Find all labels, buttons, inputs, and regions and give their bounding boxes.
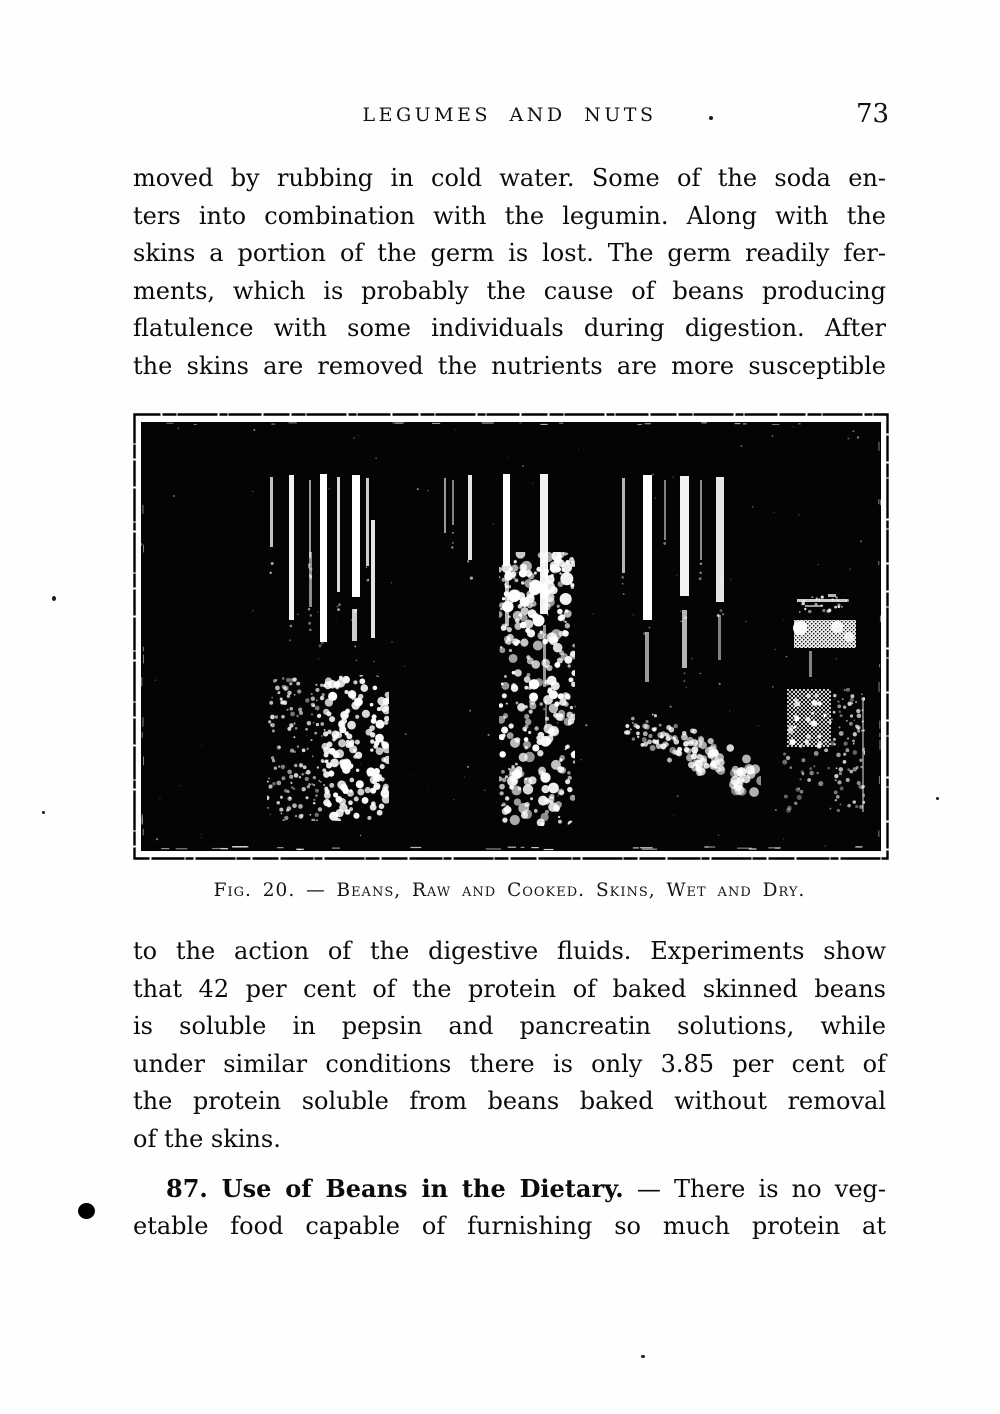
paragraph-2 <box>133 933 886 1159</box>
paragraph-1 <box>133 160 886 386</box>
text-line: moved by rubbing in cold water. Some of the soda en- <box>133 164 886 192</box>
text-line: skins a portion of the germ is lost. The germ readily fer- <box>133 239 886 268</box>
text-line: flatulence with some individuals during digestion. After <box>133 314 886 343</box>
section-87-body <box>133 1208 886 1246</box>
running-header: LEGUMES AND NUTS <box>362 104 657 126</box>
scan-speck <box>52 596 56 601</box>
text-line: ments, which is probably the cause of beans producing <box>133 276 886 305</box>
text-line: to the action of the digestive fluids. Experiments show <box>133 937 886 965</box>
text-line: ters into combination with the legumin. Along with the <box>133 201 886 230</box>
figure-caption: Fig. 20. — Beans, Raw and Cooked. Skins, Wet and Dry. <box>213 880 806 901</box>
section-heading: 87. Use of Beans in the Dietary. <box>166 1174 624 1203</box>
text-line: under similar conditions there is only 3.85 per cent of <box>133 1049 886 1078</box>
ink-blot <box>78 1203 95 1219</box>
scan-speck <box>42 811 45 814</box>
text-line: is soluble in pepsin and pancreatin solutions, while <box>133 1012 886 1041</box>
text-line: the protein soluble from beans baked without removal <box>133 1087 886 1116</box>
text-line <box>133 1170 886 1209</box>
text-line: that 42 per cent of the protein of baked skinned beans <box>133 974 886 1003</box>
scan-speck <box>709 116 713 120</box>
scan-speck <box>936 797 939 800</box>
section-heading-continuation: — There is no veg- <box>623 1175 886 1203</box>
text-line: etable food capable of furnishing so much protein at <box>133 1211 886 1240</box>
scan-speck <box>641 1355 645 1358</box>
section-87 <box>133 1170 886 1209</box>
page-number: 73 <box>856 99 890 129</box>
text-line: the skins are removed the nutrients are more susceptible <box>133 351 886 380</box>
text-line: of the skins. <box>133 1124 281 1153</box>
figure-image <box>133 413 889 860</box>
